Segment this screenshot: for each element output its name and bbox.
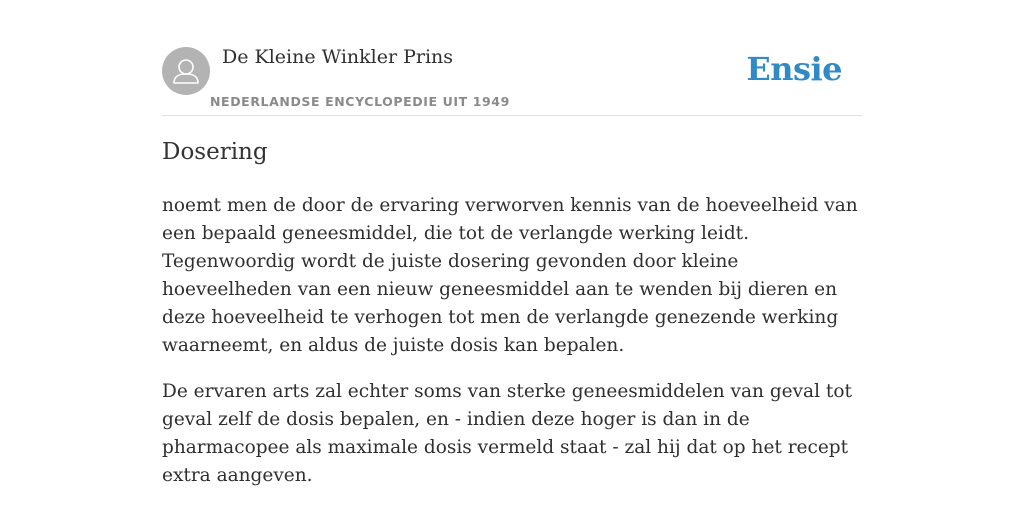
avatar[interactable] (162, 47, 210, 95)
source-name[interactable]: De Kleine Winkler Prins (222, 46, 454, 68)
article-paragraph: noemt men de door de ervaring verworven kennis van de hoeveelheid van een bepaald geneesmiddel, die tot de verlangde werking leidt. Tegenwoordig wordt de juiste dosering gevonden door kleine hoeveelheden van een nieuw geneesmiddel aan te wenden bij dieren en deze hoeveelheid te verhogen tot men de verlangde genezende werking waarneemt, en aldus de juiste dosis kan bepalen. (162, 195, 858, 356)
brand-logo[interactable]: Ensie (746, 50, 842, 88)
header-divider (162, 115, 862, 116)
article-title: Dosering (162, 139, 268, 165)
user-icon (162, 47, 210, 95)
article-paragraph: De ervaren arts zal echter soms van sterke geneesmiddelen van geval tot geval zelf de dosis bepalen, en - indien deze hoger is dan in de pharmacopee als maximale dosis vermeld staat - zal hij dat op het recept extra aangeven. (162, 381, 852, 486)
article-body (162, 192, 862, 508)
source-subtitle: NEDERLANDSE ENCYCLOPEDIE UIT 1949 (210, 94, 510, 109)
article-card (162, 0, 862, 512)
